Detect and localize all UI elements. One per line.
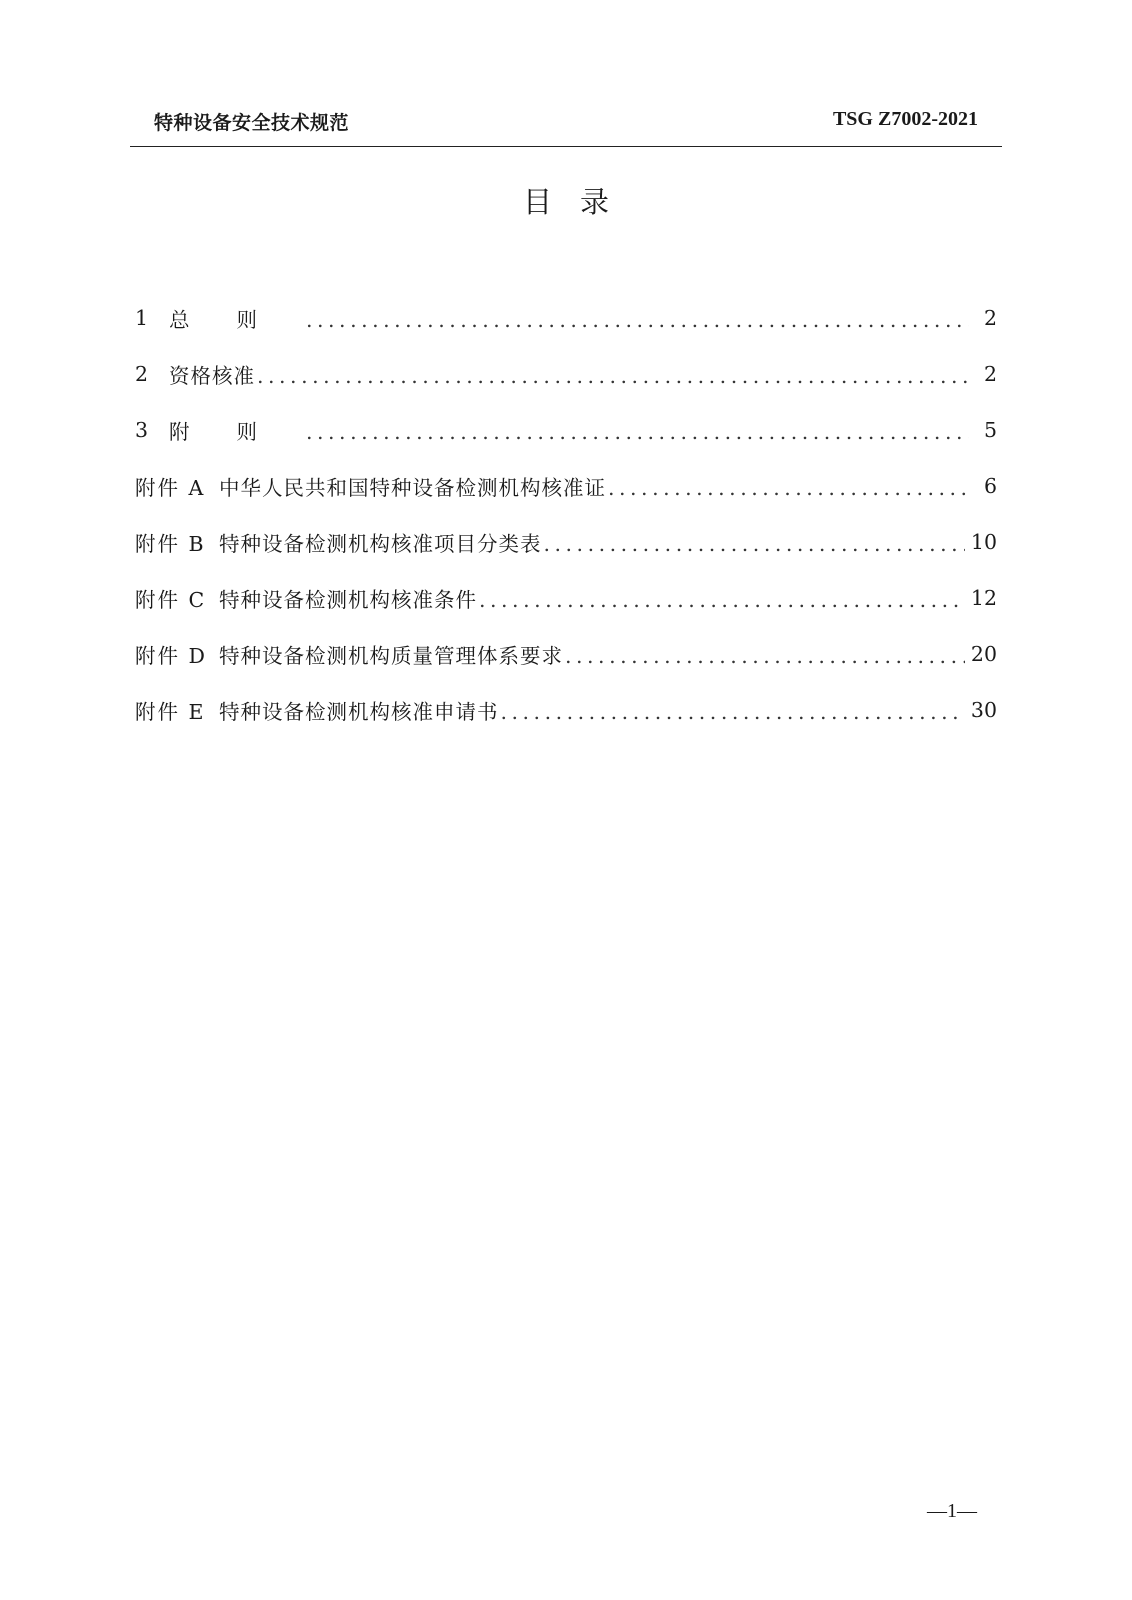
toc-entry-page: 20 — [970, 642, 997, 666]
toc-entry-annex-c[interactable] — [135, 570, 997, 626]
toc-entry-label: 资格核准 — [169, 364, 255, 388]
toc-entry-number: 附件 D — [135, 644, 207, 668]
toc-entry-supplementary[interactable] — [135, 402, 997, 458]
toc-entry-page: 30 — [970, 698, 997, 722]
toc-leader-dots — [306, 420, 969, 444]
toc-entry-label: 特种设备检测机构质量管理体系要求 — [219, 644, 563, 668]
toc-entry-page: 12 — [970, 586, 997, 610]
toc-leader-dots — [501, 700, 965, 724]
toc-entry-annex-a[interactable] — [135, 458, 997, 514]
toc-entry-number: 附件 B — [135, 532, 206, 556]
toc-leader-dots — [479, 588, 965, 612]
toc-entry-page: 2 — [983, 306, 997, 330]
toc-entry-number: 附件 A — [135, 476, 206, 500]
toc-leader-dots — [257, 364, 969, 388]
toc-entry-annex-b[interactable] — [135, 514, 997, 570]
toc-leader-dots — [306, 308, 969, 332]
toc-entry-label: 中华人民共和国特种设备检测机构核准证 — [219, 476, 606, 500]
toc-entry-page: 2 — [983, 362, 997, 386]
toc-leader-dots — [608, 476, 969, 500]
toc-entry-label: 附则 — [169, 420, 304, 444]
toc-leader-dots — [565, 644, 965, 668]
toc-entry-label: 特种设备检测机构核准条件 — [219, 588, 477, 612]
table-of-contents — [135, 290, 997, 738]
header-standard-category: 特种设备安全技术规范 — [154, 112, 350, 134]
toc-entry-general[interactable] — [135, 290, 997, 346]
toc-entry-annex-e[interactable] — [135, 682, 997, 738]
toc-entry-page: 6 — [983, 474, 997, 498]
page-number: —1— — [927, 1500, 977, 1522]
toc-entry-number: 3 — [135, 418, 150, 442]
toc-entry-label: 特种设备检测机构核准项目分类表 — [219, 532, 542, 556]
header-standard-code: TSG Z7002-2021 — [832, 108, 978, 130]
page-header — [130, 104, 1002, 147]
toc-entry-qualification[interactable] — [135, 346, 997, 402]
toc-entry-annex-d[interactable] — [135, 626, 997, 682]
toc-entry-number: 附件 C — [135, 588, 207, 612]
toc-entry-number: 2 — [135, 362, 150, 386]
toc-entry-label: 特种设备检测机构核准申请书 — [219, 700, 499, 724]
toc-entry-page: 5 — [983, 418, 997, 442]
toc-entry-number: 1 — [135, 306, 150, 330]
toc-entry-label: 总则 — [169, 308, 304, 332]
toc-title: 目录 — [522, 185, 637, 219]
toc-entry-number: 附件 E — [135, 700, 206, 724]
toc-entry-page: 10 — [970, 530, 997, 554]
toc-leader-dots — [544, 532, 965, 556]
